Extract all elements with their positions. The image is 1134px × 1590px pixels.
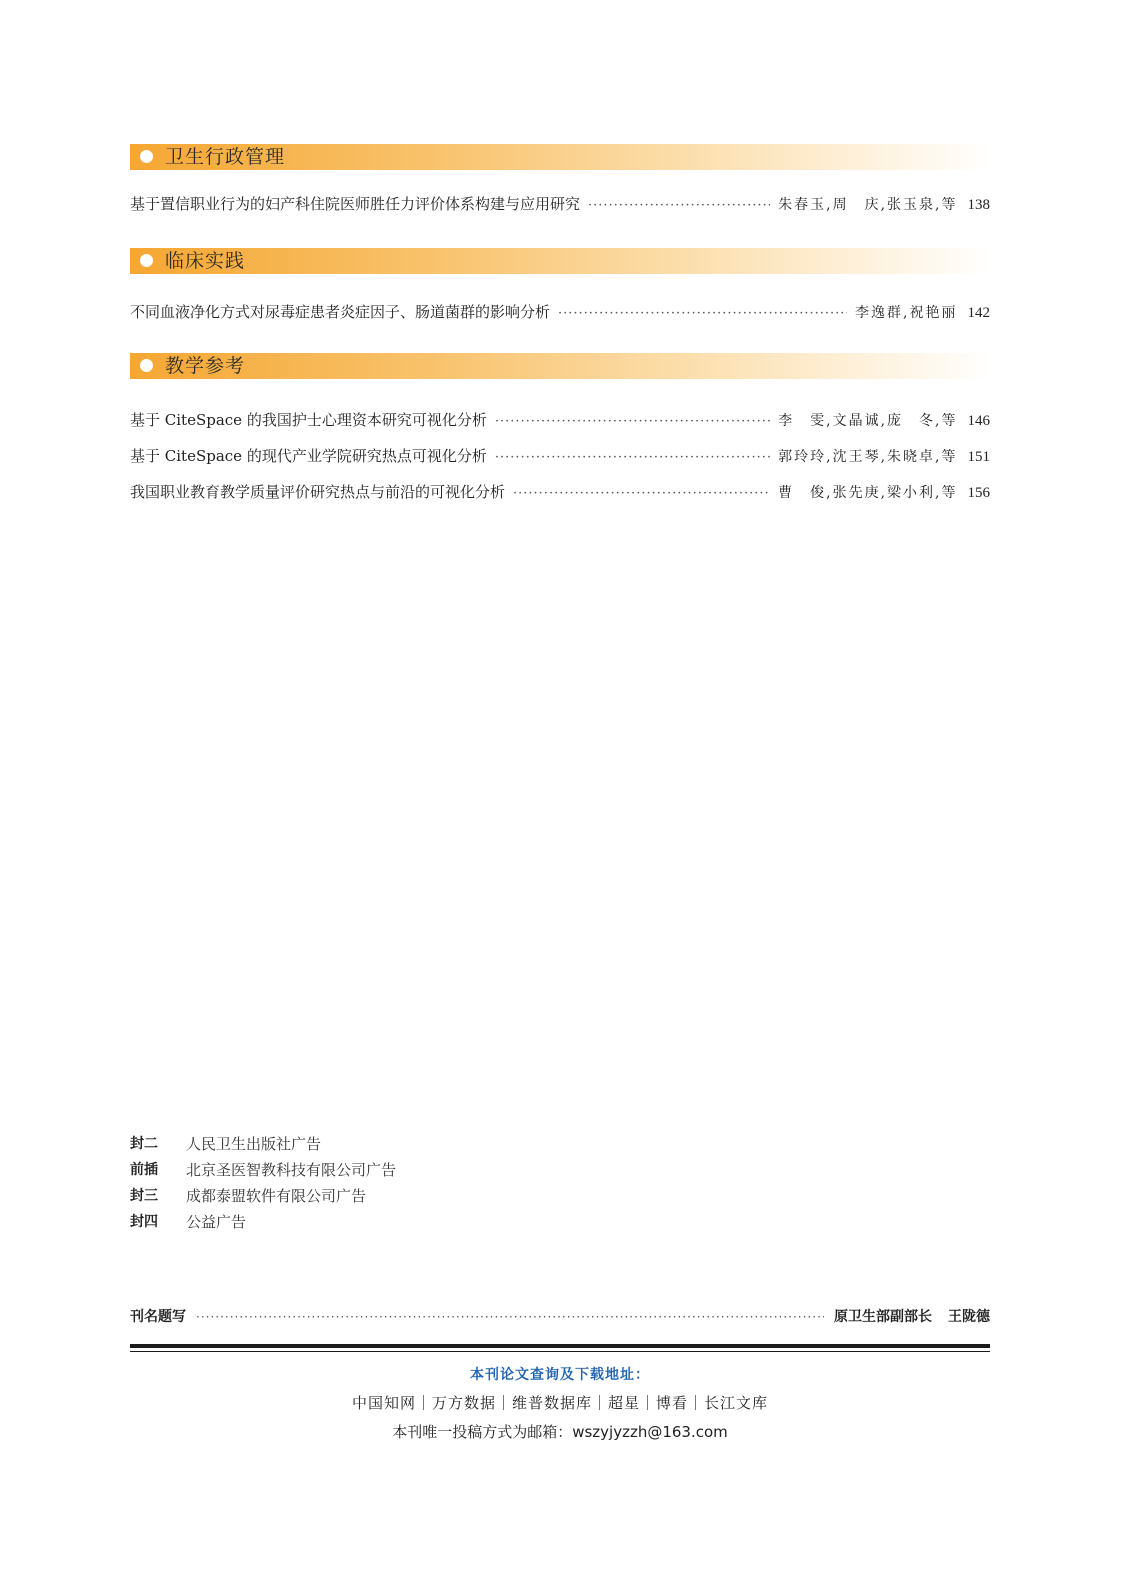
toc-entry[interactable] [130, 301, 990, 323]
inscription-label: 刊名题写 [130, 1309, 186, 1325]
section-header-teaching [130, 353, 990, 379]
article-authors: 李逸群,祝艳丽 [855, 305, 958, 321]
ad-text: 北京圣医智教科技有限公司广告 [186, 1161, 397, 1179]
dot-leader [495, 411, 770, 433]
toc-entry[interactable] [130, 481, 990, 503]
dot-leader [196, 1306, 824, 1328]
article-authors: 郭玲玲,沈王琴,朱晓卓,等 [778, 449, 958, 465]
divider-thick [130, 1344, 990, 1348]
ad-label: 前插 [130, 1162, 158, 1178]
section-header-clinical [130, 248, 990, 274]
ad-row [130, 1211, 246, 1233]
ad-row [130, 1185, 366, 1207]
article-page: 151 [967, 449, 990, 465]
ad-text: 公益广告 [186, 1213, 247, 1231]
dot-leader [513, 483, 770, 505]
article-authors: 朱春玉,周 庆,张玉泉,等 [778, 197, 958, 213]
inscription-position: 原卫生部副部长 [834, 1309, 932, 1325]
article-authors: 李 雯,文晶诚,庞 冬,等 [778, 413, 958, 429]
footer-sources[interactable]: 中国知网｜万方数据｜维普数据库｜超星｜博看｜长江文库 [351, 1394, 768, 1412]
ad-label: 封四 [130, 1214, 158, 1230]
toc-entry[interactable] [130, 193, 990, 215]
footer-heading: 本刊论文查询及下载地址： [470, 1367, 650, 1383]
ad-row [130, 1133, 321, 1155]
section-header-health-admin [130, 144, 990, 170]
inscription-name: 王陇德 [948, 1309, 990, 1325]
toc-entry[interactable] [130, 409, 990, 431]
ad-text: 人民卫生出版社广告 [186, 1135, 322, 1153]
dot-leader [558, 303, 847, 325]
bullet-dot-icon [140, 254, 153, 267]
ad-label: 封二 [130, 1136, 158, 1152]
ad-label: 封三 [130, 1188, 158, 1204]
bullet-dot-icon [140, 359, 153, 372]
dot-leader [588, 195, 770, 217]
divider-thin [130, 1351, 990, 1352]
article-authors: 曹 俊,张先庚,梁小利,等 [778, 485, 958, 501]
toc-entry[interactable] [130, 445, 990, 467]
inscription-row [130, 1306, 990, 1328]
article-title: 基于 CiteSpace 的现代产业学院研究热点可视化分析 [130, 447, 487, 465]
section-title: 教学参考 [165, 355, 246, 377]
article-title: 我国职业教育教学质量评价研究热点与前沿的可视化分析 [130, 483, 506, 501]
article-page: 156 [967, 485, 990, 501]
article-page: 142 [967, 305, 990, 321]
footer-submission[interactable]: 本刊唯一投稿方式为邮箱：wszyjyzzh@163.com [392, 1423, 728, 1441]
article-page: 138 [967, 197, 990, 213]
article-page: 146 [967, 413, 990, 429]
article-title: 不同血液净化方式对尿毒症患者炎症因子、肠道菌群的影响分析 [130, 303, 551, 321]
dot-leader [495, 447, 770, 469]
article-title: 基于 CiteSpace 的我国护士心理资本研究可视化分析 [130, 411, 487, 429]
ad-row [130, 1159, 396, 1181]
bullet-dot-icon [140, 150, 153, 163]
article-title: 基于置信职业行为的妇产科住院医师胜任力评价体系构建与应用研究 [130, 195, 581, 213]
section-title: 卫生行政管理 [165, 146, 286, 168]
section-title: 临床实践 [165, 250, 246, 272]
ad-text: 成都泰盟软件有限公司广告 [186, 1187, 367, 1205]
